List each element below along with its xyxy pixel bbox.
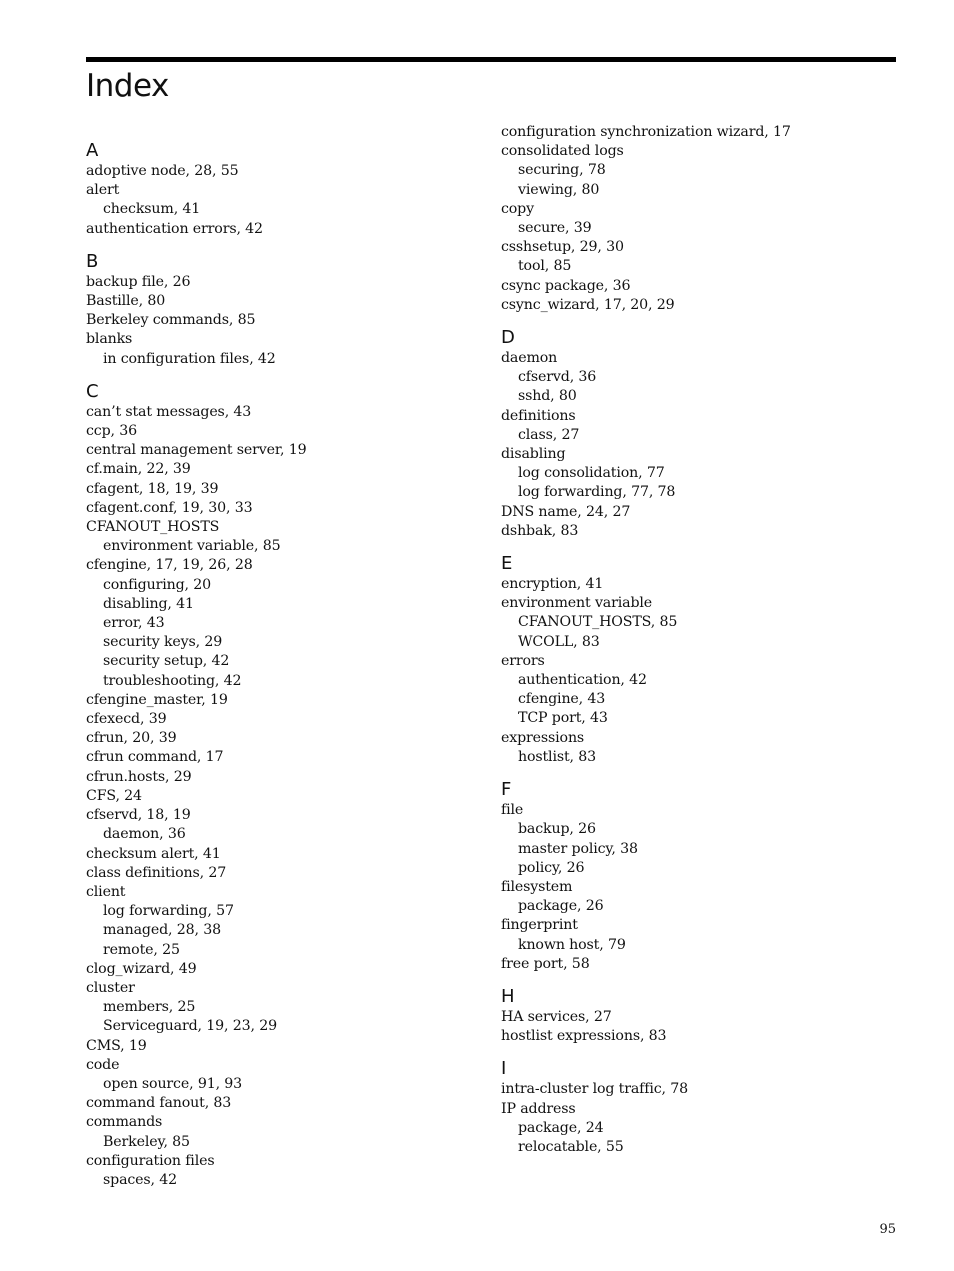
index-entry: cf.main, 22, 39 xyxy=(86,461,191,478)
index-entry: cfrun, 20, 39 xyxy=(86,730,177,747)
index-entry: authentication errors, 42 xyxy=(86,220,263,237)
index-subentry: environment variable, 85 xyxy=(103,538,281,555)
index-subentry: tool, 85 xyxy=(518,258,572,275)
index-entry: consolidated logs xyxy=(501,143,624,160)
index-entry: CFANOUT_HOSTS xyxy=(86,519,220,536)
index-subentry: in configuration files, 42 xyxy=(103,350,276,367)
page-title: Index xyxy=(86,68,169,104)
index-entry: commands xyxy=(86,1114,163,1131)
index-subentry: backup, 26 xyxy=(518,821,596,838)
index-entry: cfrun.hosts, 29 xyxy=(86,768,192,785)
index-subentry: spaces, 42 xyxy=(103,1171,178,1188)
index-subentry: cfengine, 43 xyxy=(518,691,606,708)
index-subentry: CFANOUT_HOSTS, 85 xyxy=(518,614,678,631)
index-subentry: error, 43 xyxy=(103,615,165,632)
index-entry: DNS name, 24, 27 xyxy=(501,503,631,520)
index-subentry: known host, 79 xyxy=(518,936,626,953)
section-letter: A xyxy=(86,140,99,161)
index-entry: filesystem xyxy=(501,878,573,895)
index-subentry: log forwarding, 57 xyxy=(103,903,234,920)
index-entry: free port, 58 xyxy=(501,955,590,972)
index-entry: adoptive node, 28, 55 xyxy=(86,163,239,179)
index-subentry: securing, 78 xyxy=(518,162,606,179)
index-subentry: relocatable, 55 xyxy=(518,1138,624,1155)
index-subentry: remote, 25 xyxy=(103,941,180,958)
index-entry: Bastille, 80 xyxy=(86,293,166,310)
index-entry: encryption, 41 xyxy=(501,576,604,593)
index-entry: cfexecd, 39 xyxy=(86,711,167,728)
index-entry: alert xyxy=(86,182,120,199)
index-entry: expressions xyxy=(501,729,585,746)
index-subentry: cfservd, 36 xyxy=(518,369,597,386)
index-entry: environment variable xyxy=(501,595,653,612)
index-entry: IP address xyxy=(501,1100,576,1117)
index-subentry: secure, 39 xyxy=(518,220,592,237)
index-entry: cfservd, 18, 19 xyxy=(86,807,191,824)
index-subentry: members, 25 xyxy=(103,999,196,1016)
index-entry: cfengine, 17, 19, 26, 28 xyxy=(86,557,253,574)
index-subentry: package, 24 xyxy=(518,1119,604,1136)
index-entry: can’t stat messages, 43 xyxy=(86,403,252,420)
index-subentry: authentication, 42 xyxy=(518,672,647,689)
index-subentry: hostlist, 83 xyxy=(518,748,596,765)
index-entry: HA services, 27 xyxy=(501,1008,612,1025)
index-entry: definitions xyxy=(501,407,576,424)
index-entry: clog_wizard, 49 xyxy=(86,960,197,977)
index-entry: csync_wizard, 17, 20, 29 xyxy=(501,296,675,313)
index-entry: client xyxy=(86,883,126,900)
section-letter: D xyxy=(501,327,515,349)
index-entry: central management server, 19 xyxy=(86,442,307,459)
section-letter: H xyxy=(501,985,515,1007)
index-entry: ccp, 36 xyxy=(86,423,137,440)
index-entry: errors xyxy=(501,652,545,669)
index-entry: daemon xyxy=(501,350,558,367)
index-subentry: security keys, 29 xyxy=(103,634,223,651)
index-entry: CFS, 24 xyxy=(86,787,142,804)
index-subentry: class, 27 xyxy=(518,426,580,443)
index-subentry: log forwarding, 77, 78 xyxy=(518,484,676,501)
index-subentry: master policy, 38 xyxy=(518,840,638,857)
index-subentry: configuring, 20 xyxy=(103,576,211,593)
section-letter: C xyxy=(86,380,99,402)
index-subentry: checksum, 41 xyxy=(103,201,201,218)
index-subentry: WCOLL, 83 xyxy=(518,633,600,650)
section-letter: F xyxy=(501,779,512,801)
index-subentry: sshd, 80 xyxy=(518,388,577,405)
index-entry: code xyxy=(86,1056,120,1073)
index-entry: configuration synchronization wizard, 17 xyxy=(501,124,791,140)
index-column-left xyxy=(86,140,486,1190)
index-entry: blanks xyxy=(86,331,133,348)
section-letter: E xyxy=(501,553,513,575)
index-subentry: disabling, 41 xyxy=(103,595,194,612)
index-subentry: TCP port, 43 xyxy=(518,710,608,727)
page-number: 95 xyxy=(879,1222,896,1237)
index-subentry: log consolidation, 77 xyxy=(518,465,665,482)
index-entry: command fanout, 83 xyxy=(86,1095,232,1112)
index-subentry: policy, 26 xyxy=(518,859,585,876)
index-entry: backup file, 26 xyxy=(86,273,191,290)
index-entry: configuration files xyxy=(86,1152,215,1169)
header-rule xyxy=(86,57,896,62)
index-subentry: open source, 91, 93 xyxy=(103,1075,243,1092)
section-letter: B xyxy=(86,250,99,272)
index-entry: intra-cluster log traffic, 78 xyxy=(501,1081,689,1098)
index-subentry: Serviceguard, 19, 23, 29 xyxy=(103,1018,277,1035)
index-entry: copy xyxy=(501,200,534,217)
index-entry: file xyxy=(501,802,524,819)
index-subentry: troubleshooting, 42 xyxy=(103,672,242,689)
index-entry: class definitions, 27 xyxy=(86,864,227,881)
index-entry: hostlist expressions, 83 xyxy=(501,1028,667,1045)
index-subentry: viewing, 80 xyxy=(518,181,600,198)
index-entry: CMS, 19 xyxy=(86,1037,147,1054)
index-entry: cluster xyxy=(86,979,135,996)
index-subentry: package, 26 xyxy=(518,898,604,915)
index-subentry: security setup, 42 xyxy=(103,653,230,670)
index-entry: csync package, 36 xyxy=(501,277,631,294)
index-subentry: daemon, 36 xyxy=(103,826,186,843)
index-entry: cfagent, 18, 19, 39 xyxy=(86,480,219,497)
index-entry: checksum alert, 41 xyxy=(86,845,221,862)
index-subentry: managed, 28, 38 xyxy=(103,922,221,939)
index-entry: cfrun command, 17 xyxy=(86,749,224,766)
section-letter: I xyxy=(501,1058,507,1080)
index-entry: fingerprint xyxy=(501,917,578,934)
index-subentry: Berkeley, 85 xyxy=(103,1133,190,1150)
index-entry: cfagent.conf, 19, 30, 33 xyxy=(86,499,253,516)
index-entry: dshbak, 83 xyxy=(501,522,579,539)
index-entry: csshsetup, 29, 30 xyxy=(501,239,624,256)
index-entry: disabling xyxy=(501,446,566,463)
index-column-right xyxy=(501,123,901,1157)
index-entry: Berkeley commands, 85 xyxy=(86,312,256,329)
index-entry: cfengine_master, 19 xyxy=(86,691,228,708)
